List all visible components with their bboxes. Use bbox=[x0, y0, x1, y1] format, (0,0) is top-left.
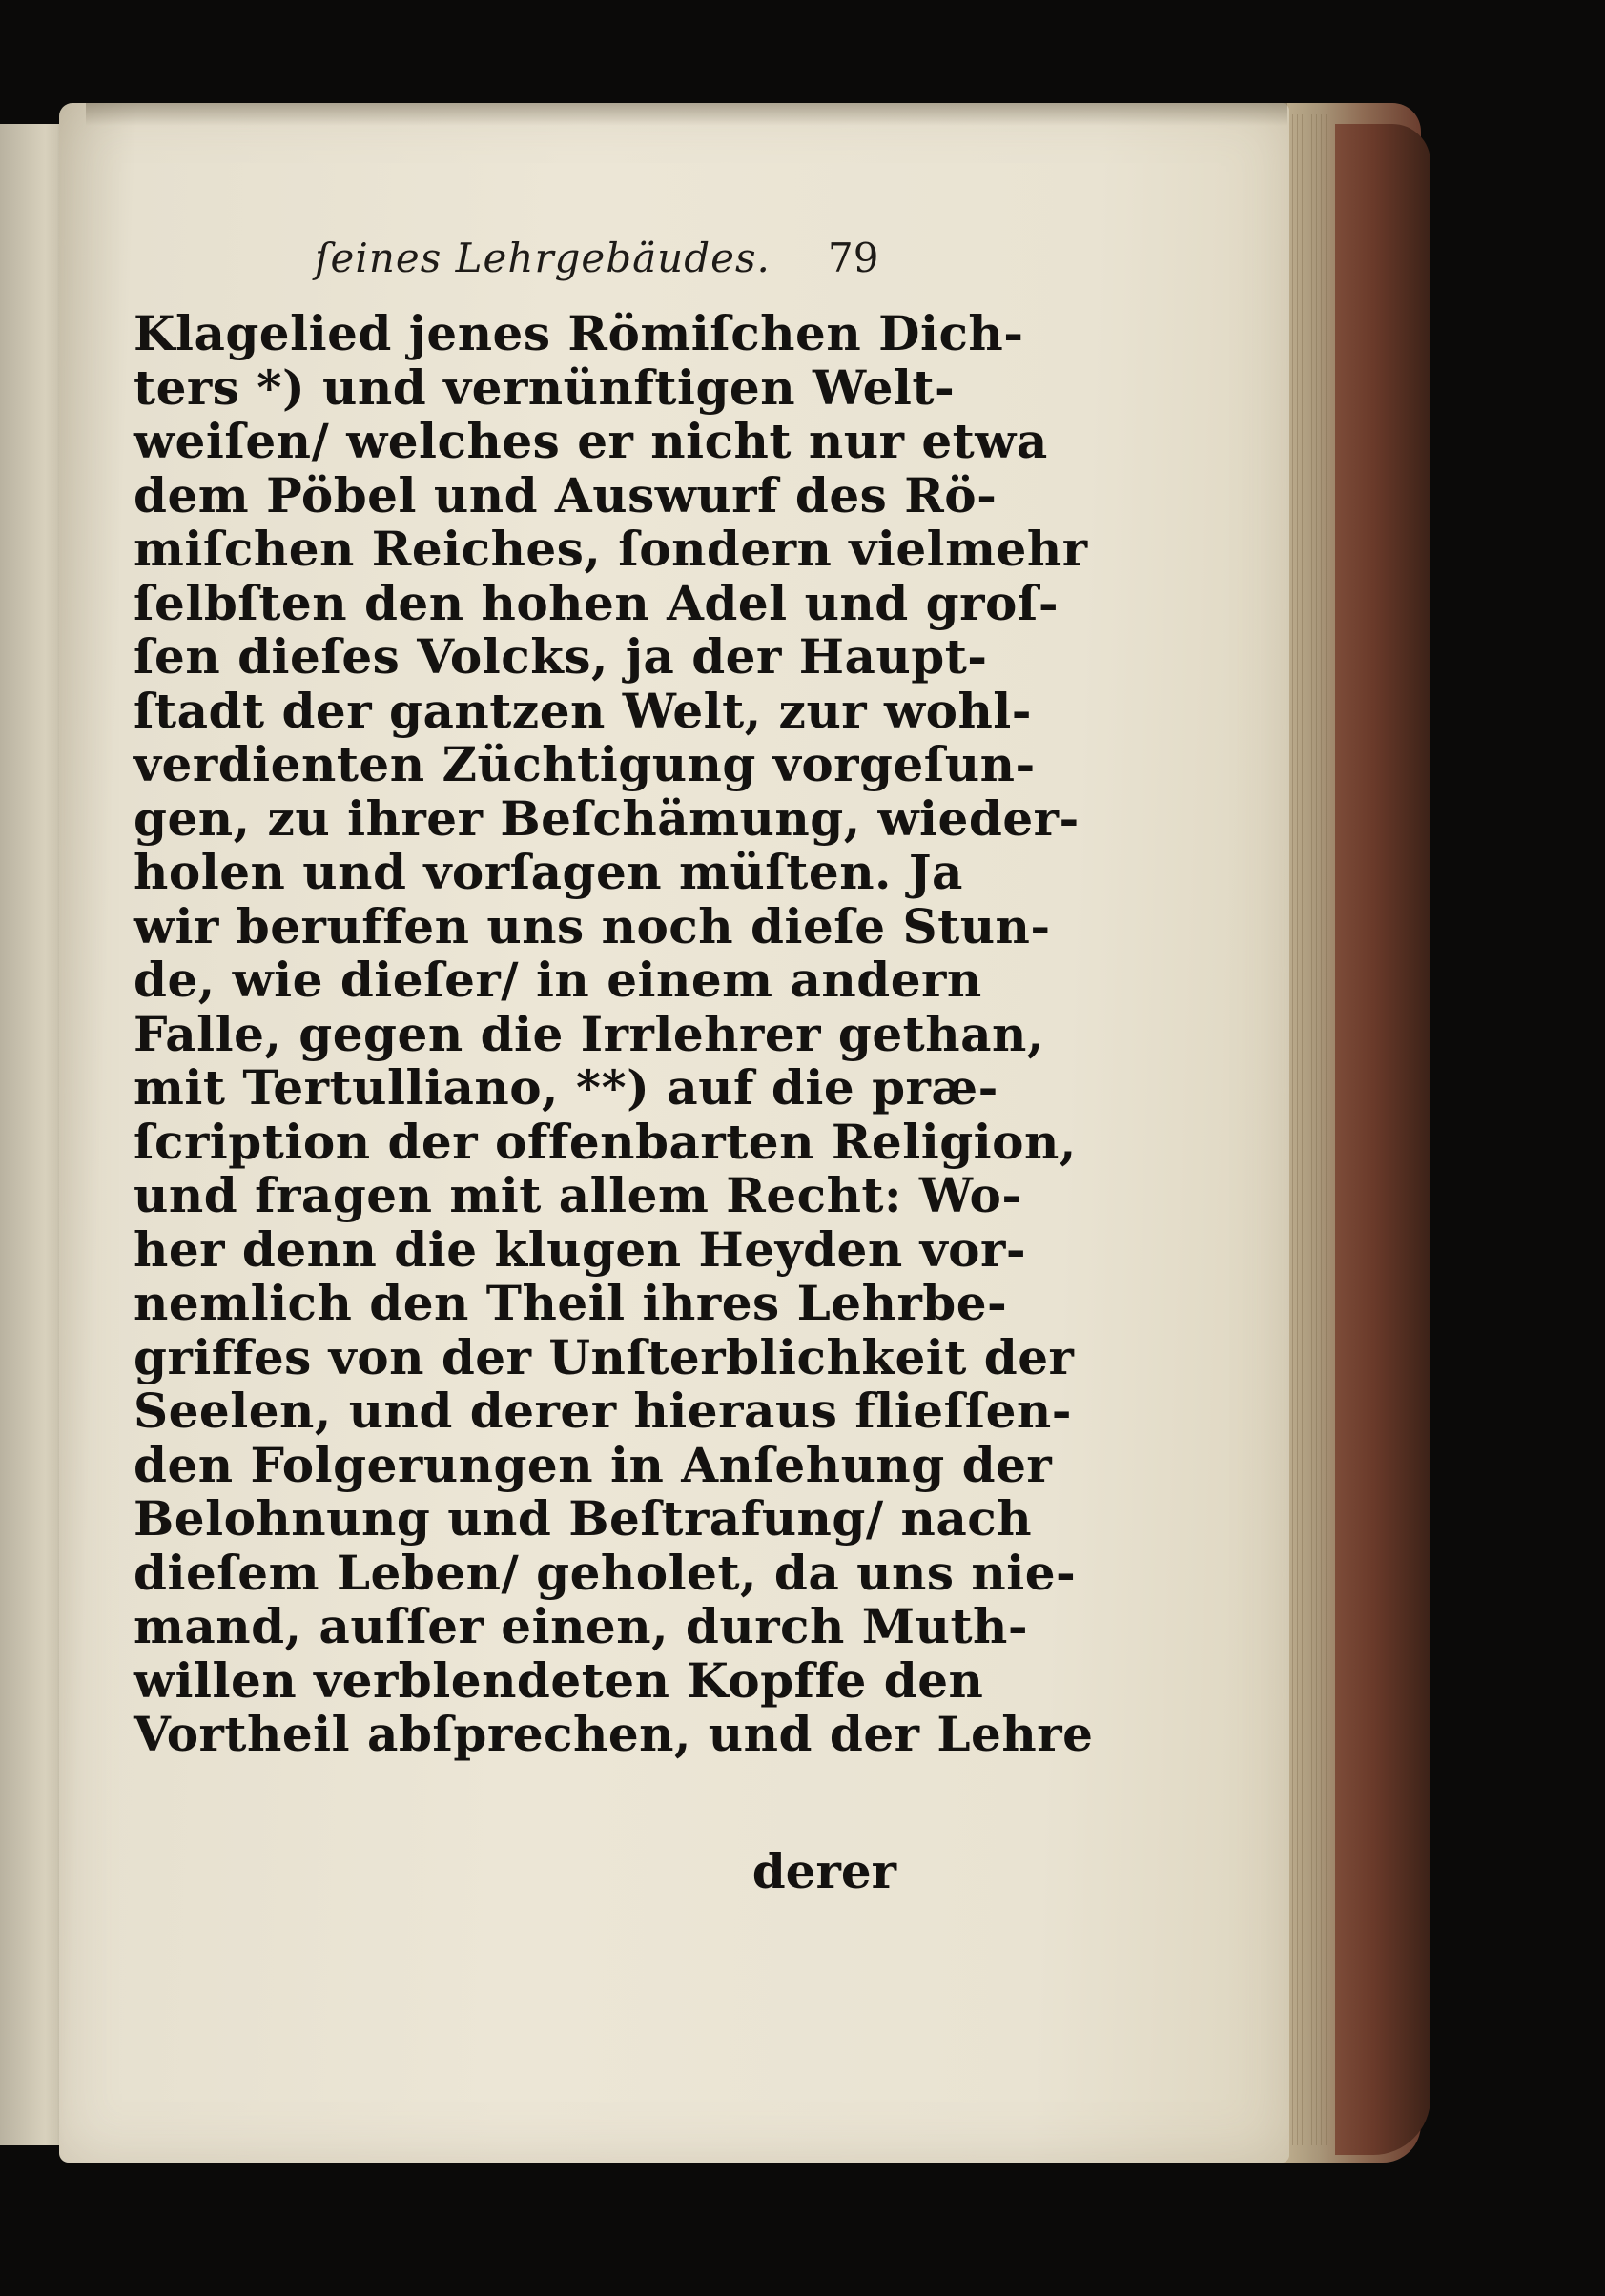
text-line: dem Pöbel und Auswurf des Rö- bbox=[134, 466, 998, 523]
text-line: mit Tertulliano, **) auf die præ- bbox=[134, 1059, 998, 1116]
text-line: gen, zu ihrer Beſchämung, wieder- bbox=[134, 789, 1080, 847]
text-line: Klagelied jenes Römiſchen Dich- bbox=[134, 305, 1024, 361]
text-line: Seelen, und derer hieraus flieſſen- bbox=[134, 1383, 1073, 1439]
text-line: ſcription der offenbarten Religion, bbox=[134, 1113, 1077, 1170]
text-line: den Folgerungen in Anſehung der bbox=[134, 1436, 1053, 1493]
text-line: griffes von der Unſterblichkeit der bbox=[134, 1328, 1075, 1385]
text-line: mand, auſſer einen, durch Muth- bbox=[134, 1598, 1029, 1654]
body-text bbox=[134, 305, 1094, 1762]
text-line: verdienten Züchtigung vorgeſun- bbox=[134, 736, 1036, 792]
text-line: ters *) und vernünftigen Welt- bbox=[134, 359, 956, 416]
text-line: wir beruffen uns noch dieſe Stun- bbox=[134, 897, 1051, 954]
text-line: holen und vorſagen müſten. Ja bbox=[134, 844, 963, 900]
leather-cover-edge bbox=[1335, 124, 1430, 2155]
text-line: nemlich den Theil ihres Lehrbe- bbox=[134, 1275, 1008, 1331]
page-top-shadow bbox=[86, 103, 1287, 126]
text-line: her denn die klugen Heyden vor- bbox=[134, 1220, 1027, 1278]
running-head: ſeines Lehrgebäudes. bbox=[315, 235, 771, 281]
text-line: weiſen/ welches er nicht nur etwa bbox=[134, 413, 1048, 469]
text-line: dieſem Leben/ geholet, da uns nie- bbox=[134, 1544, 1077, 1601]
text-line: Falle, gegen die Irrlehrer gethan, bbox=[134, 1005, 1044, 1062]
text-line: Belohnung und Beſtrafung/ nach bbox=[134, 1490, 1033, 1547]
catchword: derer bbox=[751, 1843, 896, 1899]
text-line: ſen dieſes Volcks, ja der Haupt- bbox=[134, 628, 988, 685]
text-line: und fragen mit allem Recht: Wo- bbox=[134, 1167, 1022, 1223]
text-line: ſelbſten den hohen Adel und groſ- bbox=[134, 574, 1060, 631]
text-line: ſtadt der gantzen Welt, zur wohl- bbox=[134, 682, 1033, 739]
text-line: willen verblendeten Kopffe den bbox=[134, 1651, 984, 1709]
text-line: de, wie dieſer/ in einem andern bbox=[134, 952, 982, 1008]
text-line: Vortheil abſprechen, und der Lehre bbox=[134, 1706, 1094, 1762]
page-number: 79 bbox=[828, 235, 879, 281]
text-line: miſchen Reiches, ſondern vielmehr bbox=[134, 521, 1088, 577]
